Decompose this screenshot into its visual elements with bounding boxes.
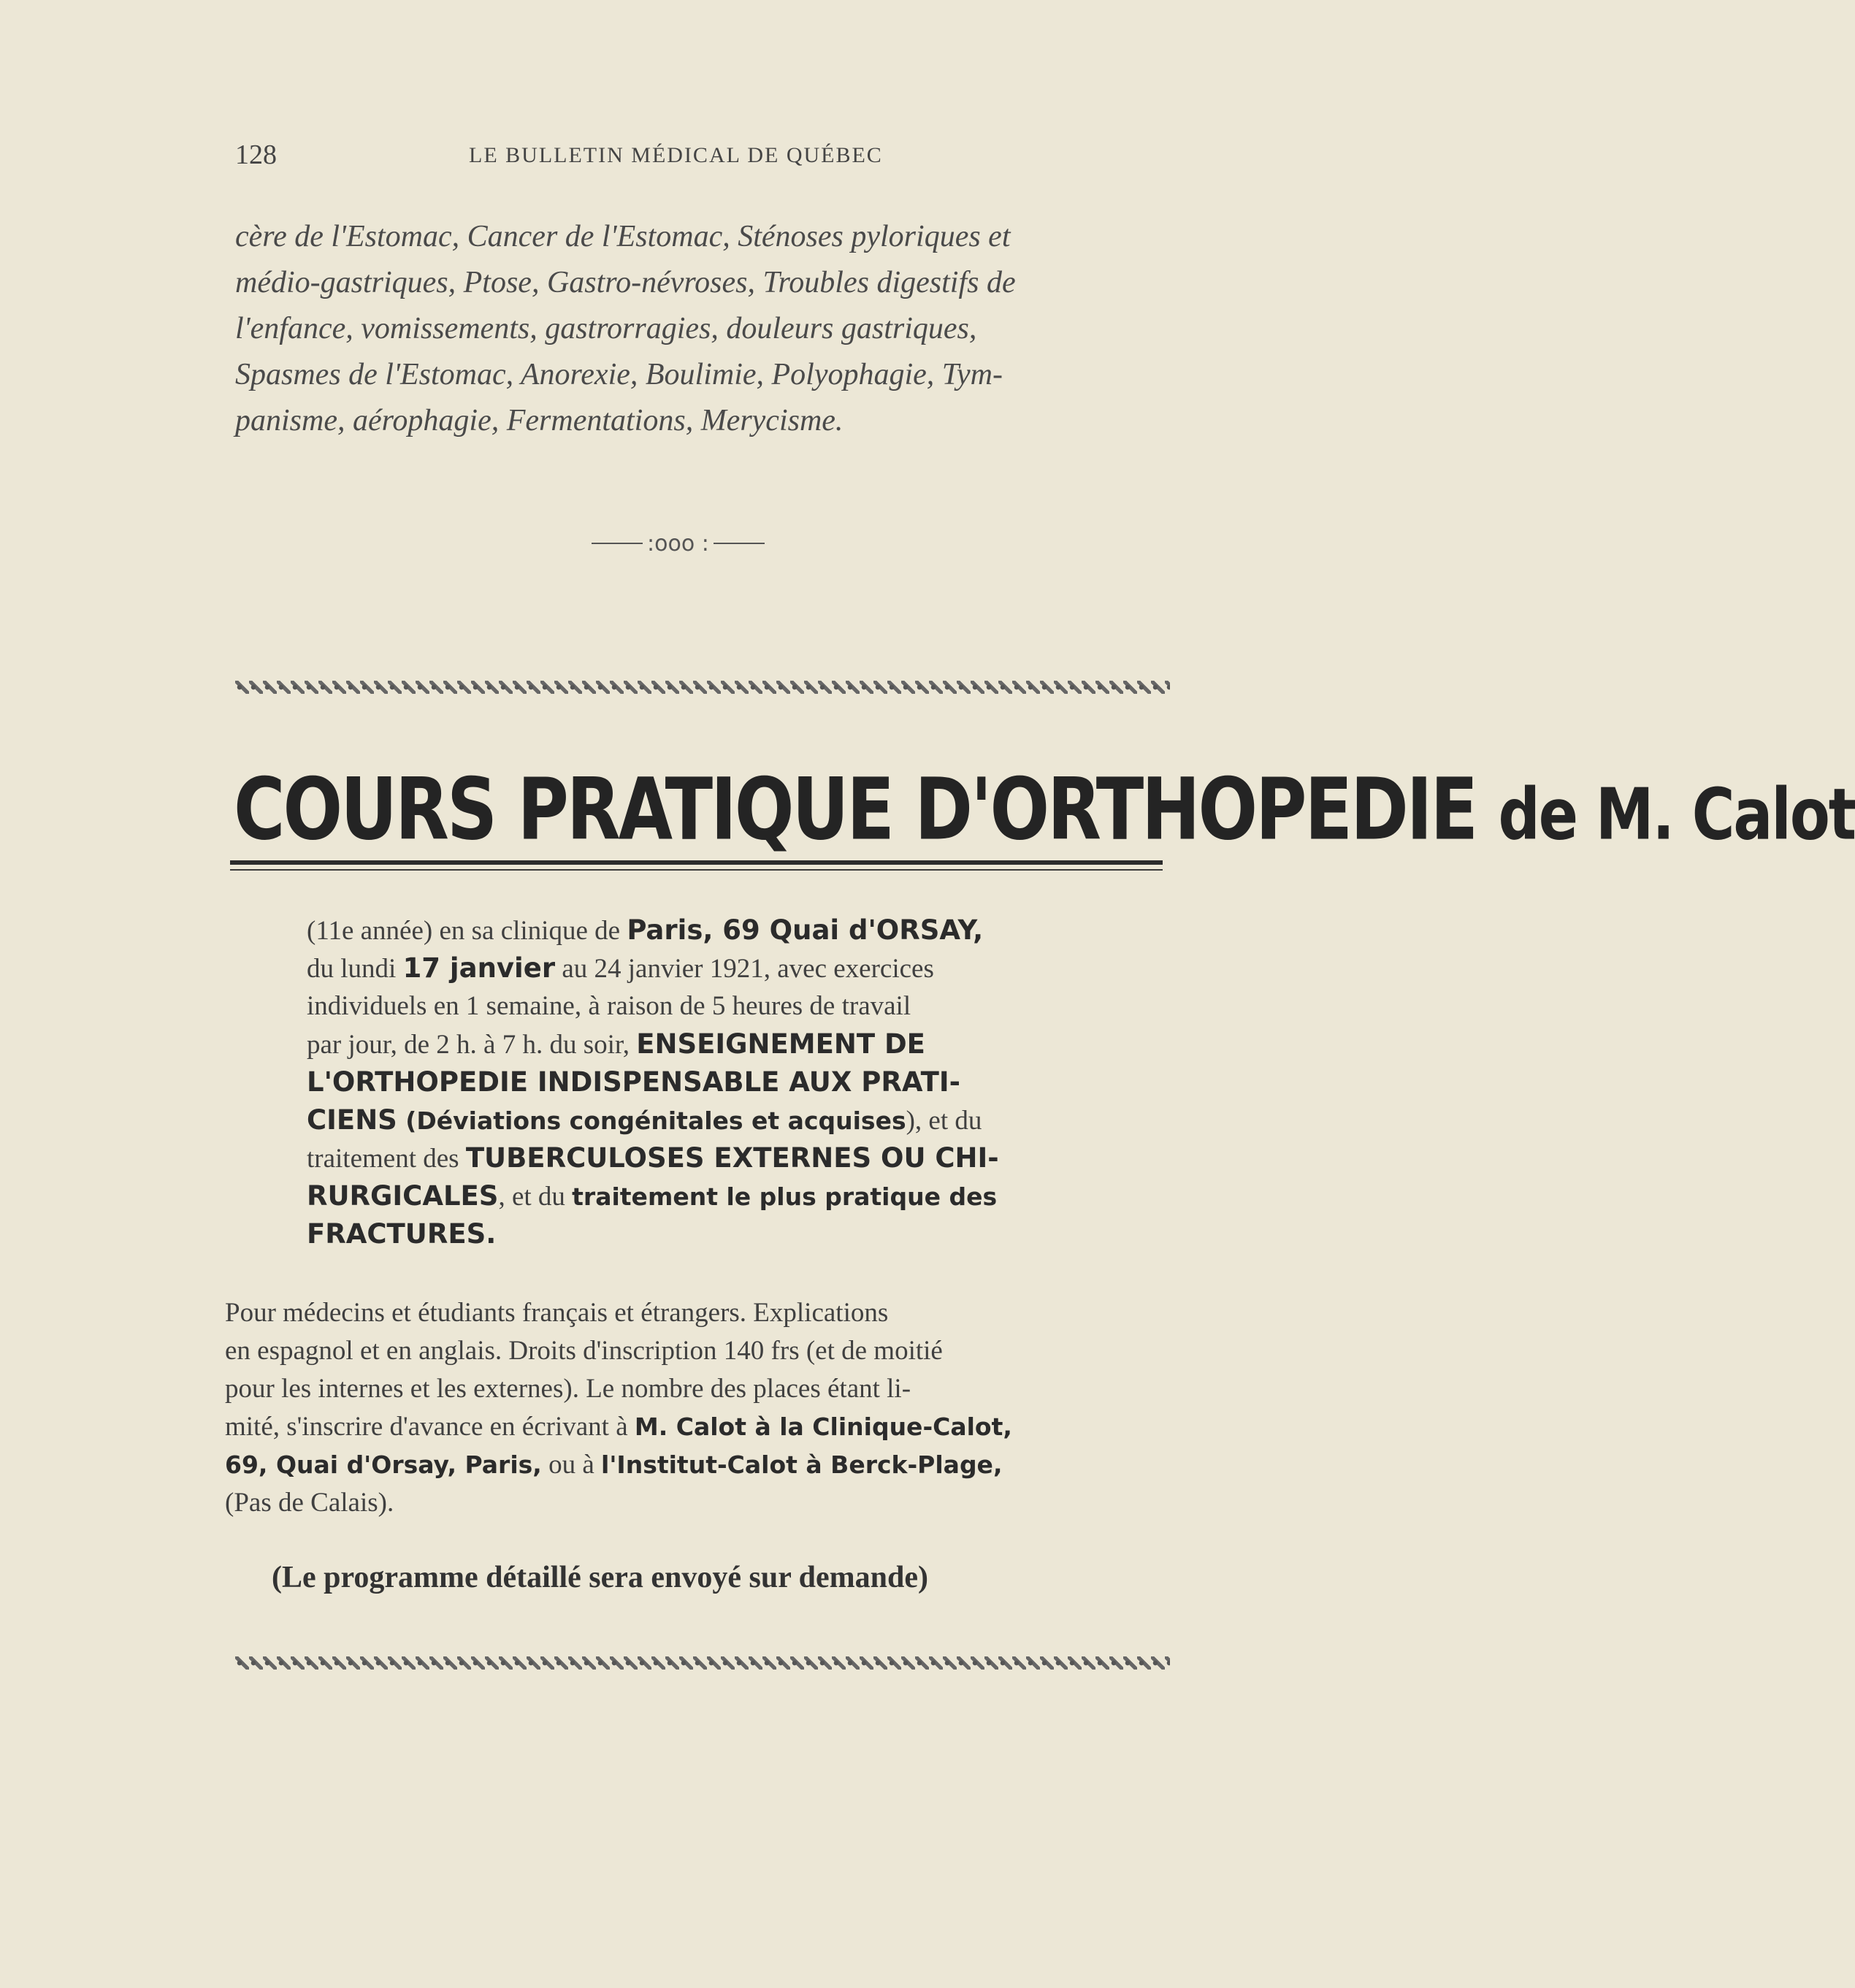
intro-line: panisme, aérophagie, Fermentations, Merycisme. — [235, 404, 844, 437]
page-number: 128 — [235, 139, 277, 170]
separator-text: :ooo : — [647, 530, 709, 557]
info-line: 69, Quai d'Orsay, Paris, ou à l'Institut-Calot à Berck-Plage, — [225, 1450, 1003, 1480]
course-title-main: COURS PRATIQUE D'ORTHOPEDIE — [234, 760, 1477, 860]
announcement-line: CIENS (Déviations congénitales et acquises), et du — [307, 1104, 982, 1136]
title-rule-thick — [230, 860, 1163, 865]
announcement-line: RURGICALES, et du traitement le plus pratique des — [307, 1180, 998, 1212]
separator-dash-right — [714, 543, 765, 544]
journal-title: LE BULLETIN MÉDICAL DE QUÉBEC — [469, 143, 883, 167]
info-line: Pour médecins et étudiants français et étrangers. Explications — [225, 1298, 889, 1328]
announcement-line: L'ORTHOPEDIE INDISPENSABLE AUX PRATI- — [307, 1066, 960, 1098]
ornamental-border-bottom — [235, 1656, 1170, 1670]
announcement-line: par jour, de 2 h. à 7 h. du soir, ENSEIGNEMENT DE — [307, 1028, 925, 1060]
announcement-line: individuels en 1 semaine, à raison de 5 heures de travail — [307, 991, 911, 1021]
info-line: mité, s'inscrire d'avance en écrivant à M. Calot à la Clinique-Calot, — [225, 1412, 1012, 1442]
program-note: (Le programme détaillé sera envoyé sur demande) — [272, 1561, 928, 1594]
announcement-line: FRACTURES. — [307, 1218, 497, 1250]
course-title — [234, 760, 1855, 884]
announcement-line: traitement des TUBERCULOSES EXTERNES OU CHI- — [307, 1142, 999, 1174]
announcement-line: du lundi 17 janvier au 24 janvier 1921, avec exercices — [307, 952, 934, 984]
announcement-line: (11e année) en sa clinique de Paris, 69 Quai d'ORSAY, — [307, 914, 984, 946]
section-separator — [592, 529, 811, 558]
info-line: en espagnol et en anglais. Droits d'inscription 140 frs (et de moitié — [225, 1336, 943, 1366]
intro-line: cère de l'Estomac, Cancer de l'Estomac, Sténoses pyloriques et — [235, 220, 1011, 253]
info-line: pour les internes et les externes). Le nombre des places étant li- — [225, 1374, 911, 1404]
title-rule-thin — [230, 869, 1163, 871]
running-header — [235, 139, 967, 175]
ornamental-border-top — [235, 681, 1170, 694]
intro-line: l'enfance, vomissements, gastrorragies, douleurs gastriques, — [235, 312, 977, 345]
info-line: (Pas de Calais). — [225, 1488, 394, 1518]
course-title-author: de M. Calot — [1498, 773, 1855, 856]
intro-line: médio-gastriques, Ptose, Gastro-névroses, Troubles digestifs de — [235, 266, 1016, 299]
separator-dash-left — [592, 543, 643, 544]
intro-line: Spasmes de l'Estomac, Anorexie, Boulimie, Polyophagie, Tym- — [235, 358, 1003, 391]
